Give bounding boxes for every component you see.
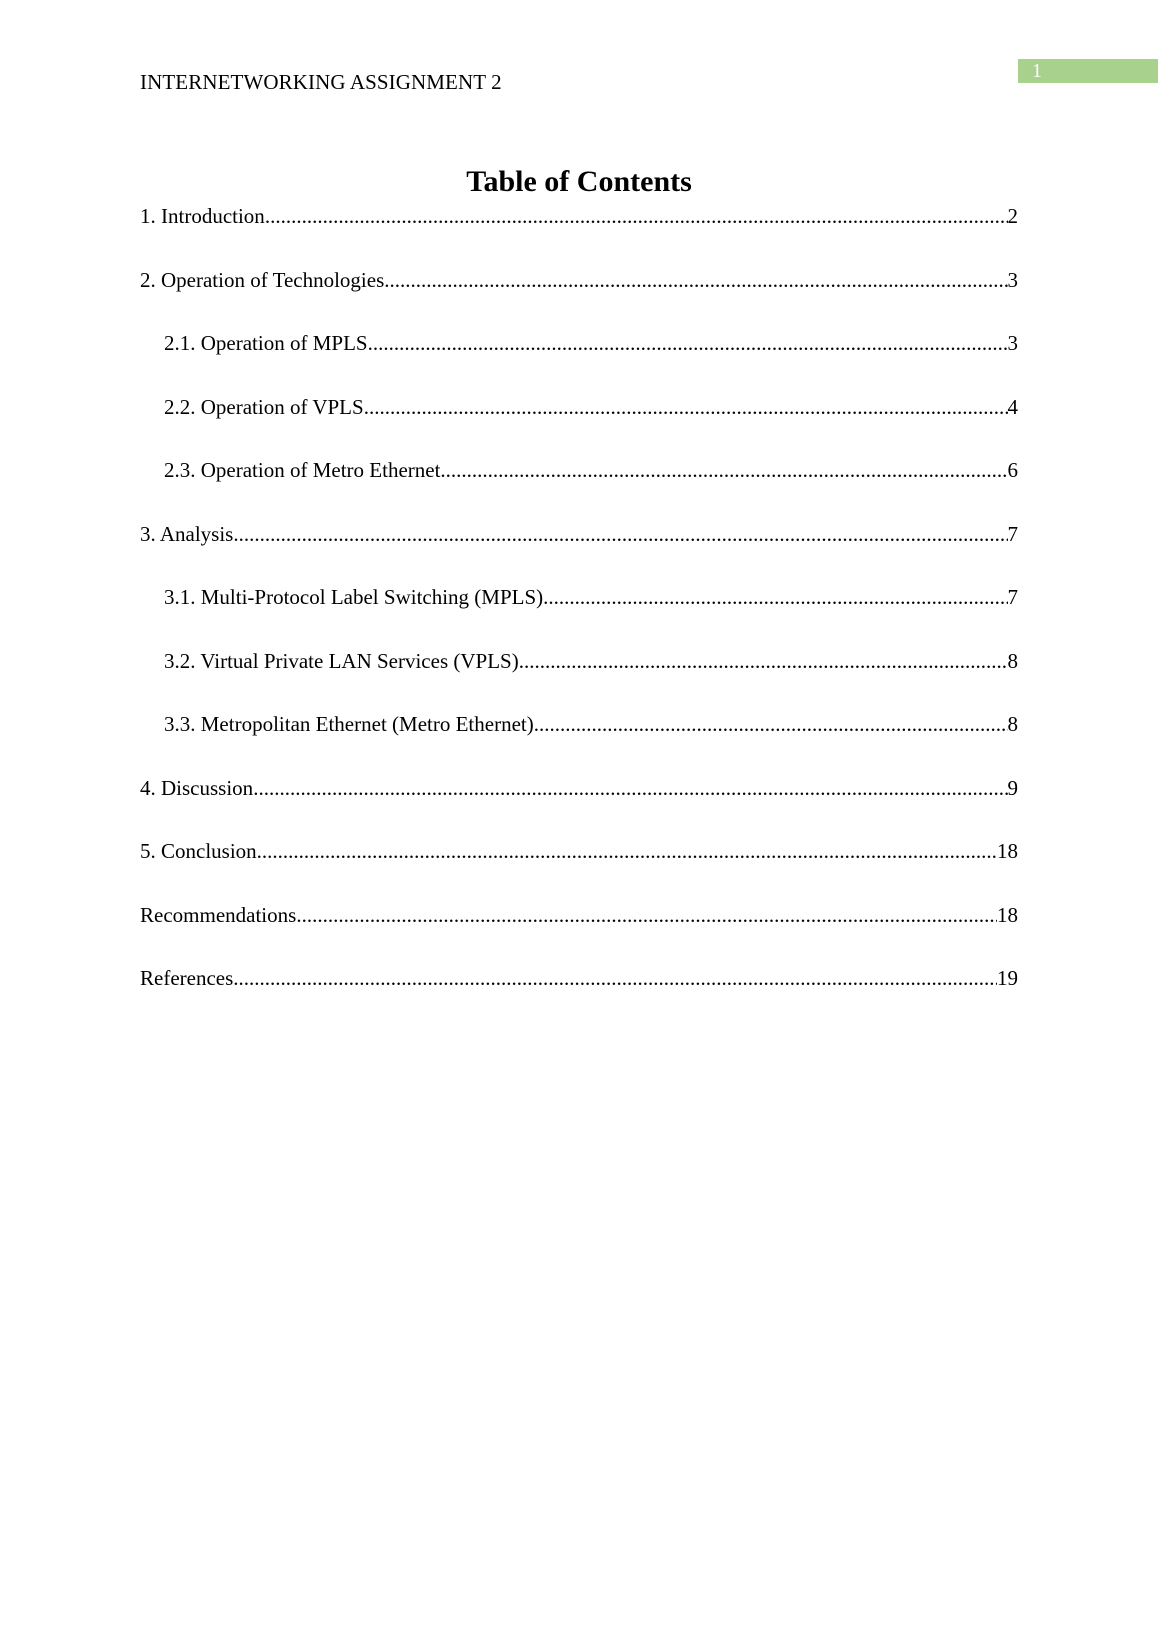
toc-entry-label: Recommendations [140, 902, 297, 927]
toc-entry-label: 5. Conclusion [140, 839, 257, 863]
toc-entry-label: 4. Discussion [140, 775, 254, 800]
toc-dot-leader [519, 645, 1008, 677]
toc-entry-label: 2.2. Operation of VPLS [164, 394, 364, 419]
toc-entry-page-number: 9 [1007, 775, 1018, 800]
page-number-badge [1018, 59, 1158, 83]
toc-dot-leader [368, 327, 1008, 359]
toc-entry-page-number: 3 [1007, 267, 1018, 292]
running-header: INTERNETWORKING ASSIGNMENT 2 [140, 70, 502, 94]
toc-entry[interactable] [140, 200, 1018, 264]
toc-entry-page-number: 8 [1007, 648, 1018, 673]
toc-list [140, 200, 1018, 1026]
toc-entry-label: 3. Analysis [140, 521, 234, 546]
toc-entry-label: 3.2. Virtual Private LAN Services (VPLS) [164, 648, 519, 673]
toc-entry-page-number: 6 [1007, 458, 1018, 482]
toc-entry-label: 1. Introduction [140, 204, 265, 228]
toc-dot-leader [543, 581, 1007, 613]
toc-entry[interactable] [140, 962, 1018, 1026]
toc-entry-label: 2.3. Operation of Metro Ethernet [164, 458, 441, 482]
toc-entry[interactable] [140, 835, 1018, 899]
toc-dot-leader [233, 962, 997, 994]
toc-dot-leader [253, 772, 1007, 804]
toc-title: Table of Contents [466, 165, 692, 198]
toc-dot-leader [364, 391, 1008, 423]
toc-entry[interactable] [140, 772, 1018, 836]
toc-entry[interactable] [140, 899, 1018, 963]
toc-entry-page-number: 18 [997, 839, 1018, 863]
toc-entry-label: 2.1. Operation of MPLS [164, 331, 368, 355]
toc-entry-page-number: 19 [997, 966, 1018, 990]
toc-dot-leader [384, 264, 1007, 296]
toc-dot-leader [296, 899, 997, 931]
toc-entry-label: 3.3. Metropolitan Ethernet (Metro Ethernet) [164, 712, 534, 736]
toc-entry-page-number: 2 [1007, 204, 1018, 228]
toc-entry-page-number: 7 [1007, 585, 1018, 609]
toc-entry[interactable] [140, 645, 1018, 709]
toc-entry-label: 2. Operation of Technologies [140, 267, 385, 292]
toc-dot-leader [534, 708, 1008, 740]
toc-entry-label: References [140, 966, 234, 990]
toc-entry-page-number: 8 [1007, 712, 1018, 736]
toc-dot-leader [257, 835, 997, 867]
toc-dot-leader [265, 200, 1008, 232]
toc-entry-page-number: 4 [1007, 394, 1018, 419]
toc-entry[interactable] [140, 518, 1018, 582]
toc-entry[interactable] [140, 454, 1018, 518]
toc-entry-page-number: 3 [1007, 331, 1018, 355]
toc-entry[interactable] [140, 264, 1018, 328]
toc-dot-leader [440, 454, 1007, 486]
toc-entry-label: 3.1. Multi-Protocol Label Switching (MPLS) [164, 585, 544, 609]
toc-entry[interactable] [140, 391, 1018, 455]
page-number: 1 [1032, 60, 1042, 82]
toc-entry-page-number: 7 [1007, 521, 1018, 546]
toc-entry[interactable] [140, 581, 1018, 645]
toc-entry[interactable] [140, 327, 1018, 391]
toc-dot-leader [233, 518, 1007, 550]
toc-entry[interactable] [140, 708, 1018, 772]
toc-entry-page-number: 18 [997, 902, 1018, 927]
